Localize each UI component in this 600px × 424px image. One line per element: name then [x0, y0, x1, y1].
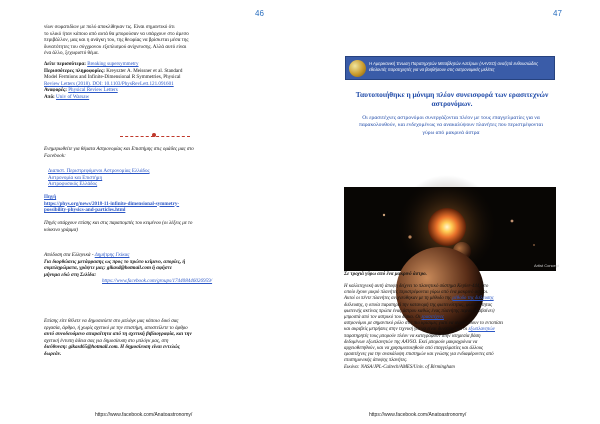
exoplanet-illustration — [344, 187, 560, 271]
label: Αναφορές: — [44, 87, 67, 94]
text-line: εργασία, άρθρο, ή χωρίς σχετικό με την επιστήμη, αποστείλετε το άρθρο — [44, 324, 188, 331]
reference-text: Kreyszter A. Meissner et al. Standard — [106, 67, 183, 74]
text-line: αυτό συνοδευόμενο απαραίτητα από τη σχετική βιβλιογραφία, και την — [44, 331, 192, 338]
text-line: το υλικό ήταν κάποιο από αυτά θα μπορούσαν να υπάρχουν στο άμεσο — [44, 30, 189, 37]
group-list — [48, 168, 272, 188]
label: Περισσότερες πληροφορίες: — [44, 67, 105, 74]
text-line: οποίο έχουν μικρό πλανήτες περιστρέφονται γύρω από ένα μακρινό αστέρι. — [344, 290, 489, 296]
text-line: Αυτοί οι πέντε πλανήτες ανιχνεύθηκαν με τη μέθοδο της — [344, 296, 452, 302]
right-page — [300, 0, 600, 424]
translator-link[interactable]: Δημήτρης Γκίκας — [94, 252, 130, 258]
text-line: Facebook: — [44, 152, 66, 159]
text-line: Η καλλιτεχνική αυτή άποψη δείχνει το πλανητικό σύστημα Kepler-444, στο — [344, 284, 489, 289]
image-caption: Σε τροχιά γύρω από ένα μακρινό άστρο. — [344, 272, 427, 277]
group-link[interactable]: Αστρονομία και Επιστήμη — [48, 174, 103, 181]
exoplanet-illustration-art — [344, 187, 560, 271]
source-heading: Πηγή — [44, 194, 57, 200]
page-footer: https://www.facebook.com/Anatoastronomy/ — [369, 412, 467, 418]
source-url[interactable]: https://phys.org/news/2018-11-infinite-dimensional-symmetry- — [44, 200, 180, 207]
page-number: 46 — [255, 9, 264, 18]
text-line: φωτεινής ακτίνας πρώτα ένας άστρου καθώς ένας πλανήτης περνά (διαβαίνει) — [344, 308, 495, 314]
amateurs-link[interactable]: ερασιτέχνες — [421, 315, 444, 321]
photo-credit: Artist Concept — [534, 263, 560, 268]
note-section — [44, 220, 268, 233]
label: Από: — [44, 93, 55, 100]
divider-ornament — [152, 133, 156, 137]
text-line: Ενημερωθείτε για θέματα Αστρονομίας και Επιστήμης στις ομάδες μας στο — [44, 146, 194, 152]
text-line: περιβάλλον, μας και η ανάγκη του, της θεωρίας να βρίσκεται μέσα της — [44, 37, 189, 44]
source-link[interactable]: Breaking supersymmetry — [87, 61, 139, 67]
doi-link[interactable]: Review Letters (2018). DOI: 10.1103/PhysRevLett.121.091601 — [44, 80, 174, 87]
text-line: κόκκινο γράμμα) — [44, 226, 78, 233]
text-line: δυνατότητες του σύγχρονου εξοπλισμού ανίχνευσης. Αλλά αυτό είναι — [44, 43, 187, 50]
facebook-group-link[interactable]: https://www.facebook.com/groups/174408446026959/ — [102, 278, 213, 285]
credits-section — [44, 252, 268, 285]
text-line: Εικόνα: NASA/JPL-Caltech/AMES/Univ. of Birmingham — [344, 364, 455, 370]
closing-paragraph — [44, 318, 268, 358]
institution-link[interactable]: Univ of Warsaw — [56, 93, 90, 100]
text-line: ερασιτέχνες για την ανακάλυψη επιστημών και γνώσης για ενδιαφέροντες από — [344, 352, 494, 358]
text-line: ένα άλλο, ξεχωριστό θέμα. — [44, 50, 99, 57]
article-metadata — [44, 61, 268, 101]
reference-text: Model Fermions and Infinite-Dimensional R Symmetries, Physical — [44, 74, 181, 81]
page-number: 47 — [553, 9, 562, 18]
text-line: επιστημονικής άποψης πλανήτες. — [344, 358, 408, 364]
text-line: συμπληρώματα, γράψτε μας: gikasd@hotmail.com ή αφήστε — [44, 265, 172, 272]
text-line: αρχειοθετηθούν, και να χρησιμοποιηθούν από επαγγελματίες και άλλους — [344, 346, 483, 352]
group-link[interactable]: Αστροφυσικός Ελλάδος — [48, 181, 98, 188]
label: Δείτε περισσότερα: — [44, 61, 86, 67]
text-line: Πηγές υπάρχουν επίσης και στις παραπομπές του κειμένου (οι λέξεις με το — [44, 220, 193, 226]
article-lead: Οι ερασιτέχνες αστρονόμοι συνεργάζονται πλέον με τους επαγγελματίες για να παρακολουθούν, και ενδεχομένως να ανακαλύψουν πλανήτες που περιστρέφονται γύρω από μακρινά άστρα — [359, 115, 543, 136]
intro-paragraph — [44, 24, 268, 57]
journal-link[interactable]: Physical Review Letters — [68, 87, 118, 94]
community-section — [44, 146, 268, 159]
text-line: δωρεάν. — [44, 350, 62, 357]
text-line: παρατηρητές τους μπορούν πλέον να κατεγραφούν στην υπηρεσία βάση — [344, 333, 481, 339]
aavso-logo-icon — [349, 60, 366, 77]
source-section — [44, 194, 268, 214]
text-line: και ακριβείς μετρήσεις στην τεχνική για να είναι δυνατόν, και οι — [344, 327, 468, 333]
text-line: μήνυμα εδώ στη Σελίδα: — [44, 271, 97, 278]
text-line: δεδομένων εξωπλανητών της AAVSO. Εκεί μπορούν μακροχρόνια να — [344, 339, 478, 345]
exoplanets-link[interactable]: εξωπλανητών — [468, 327, 495, 333]
text-line: σχετική έντυπη άδεια σας για δημοσίευση στο μπλόγκ μας, στη — [44, 337, 169, 344]
translation-label: Απόδοση στα Ελληνικά - — [44, 252, 94, 258]
source-url[interactable]: possibility-physics-and-particles.html — [44, 207, 126, 214]
text-line: διεύθυνση: gikasd65@hotmail.com. Η δημοσίευση είναι εντελώς — [44, 344, 180, 351]
aavso-banner[interactable] — [345, 56, 555, 80]
text-line: αστρονόμοι με σημαντικό ρόλο στις πιο κρίσιμες γιατί να ανιχνεύσουν το εντοπίσει — [344, 321, 504, 327]
banner-text: Η Αμερικανική Ένωση Παρατηρητών Μεταβλητών Αστέρων (AAVSO) αναζητά ενθουσιώδεις εθελοντές παρατηρητές για να βοηθήσουν στις αστρονομικές μελέτες — [369, 61, 539, 72]
text-line: διέλευσης, η οποία παρατηρεί την κατανομή της φωτεινότητας, φωτεινότητας — [344, 302, 493, 308]
text-line: Για διορθώσεις μετάφρασης ως προς το πρώτο κείμενο, απορίες, ή — [44, 258, 186, 265]
text-line: μπροστά από τον αστρικό του δίσκο. Οι — [344, 315, 421, 321]
group-link[interactable]: Διαπιστ. Περιστρεφόμενοι Αστρονομίας Ελλάδος — [48, 168, 150, 174]
page-footer: https://www.facebook.com/Anatoastronomy/ — [95, 412, 193, 418]
transit-method-link[interactable]: μέθοδο της διέλευσης — [452, 296, 494, 302]
text-line: Επίσης είτε θέλετε να δημοσιεύετε στο μπλόγκ μας κάποιο δικό σας — [44, 318, 179, 324]
text-line: νίων σωματιδίων με πολύ αποκλίθηκαν τις. Είναι σημαντικό ότι — [44, 24, 175, 30]
article-headline: Ταυτοποιήθηκε η μόνιμη πλέον συνεισφορά των ερασιτεχνών αστρονόμων. — [355, 90, 549, 108]
article-body — [344, 284, 557, 371]
